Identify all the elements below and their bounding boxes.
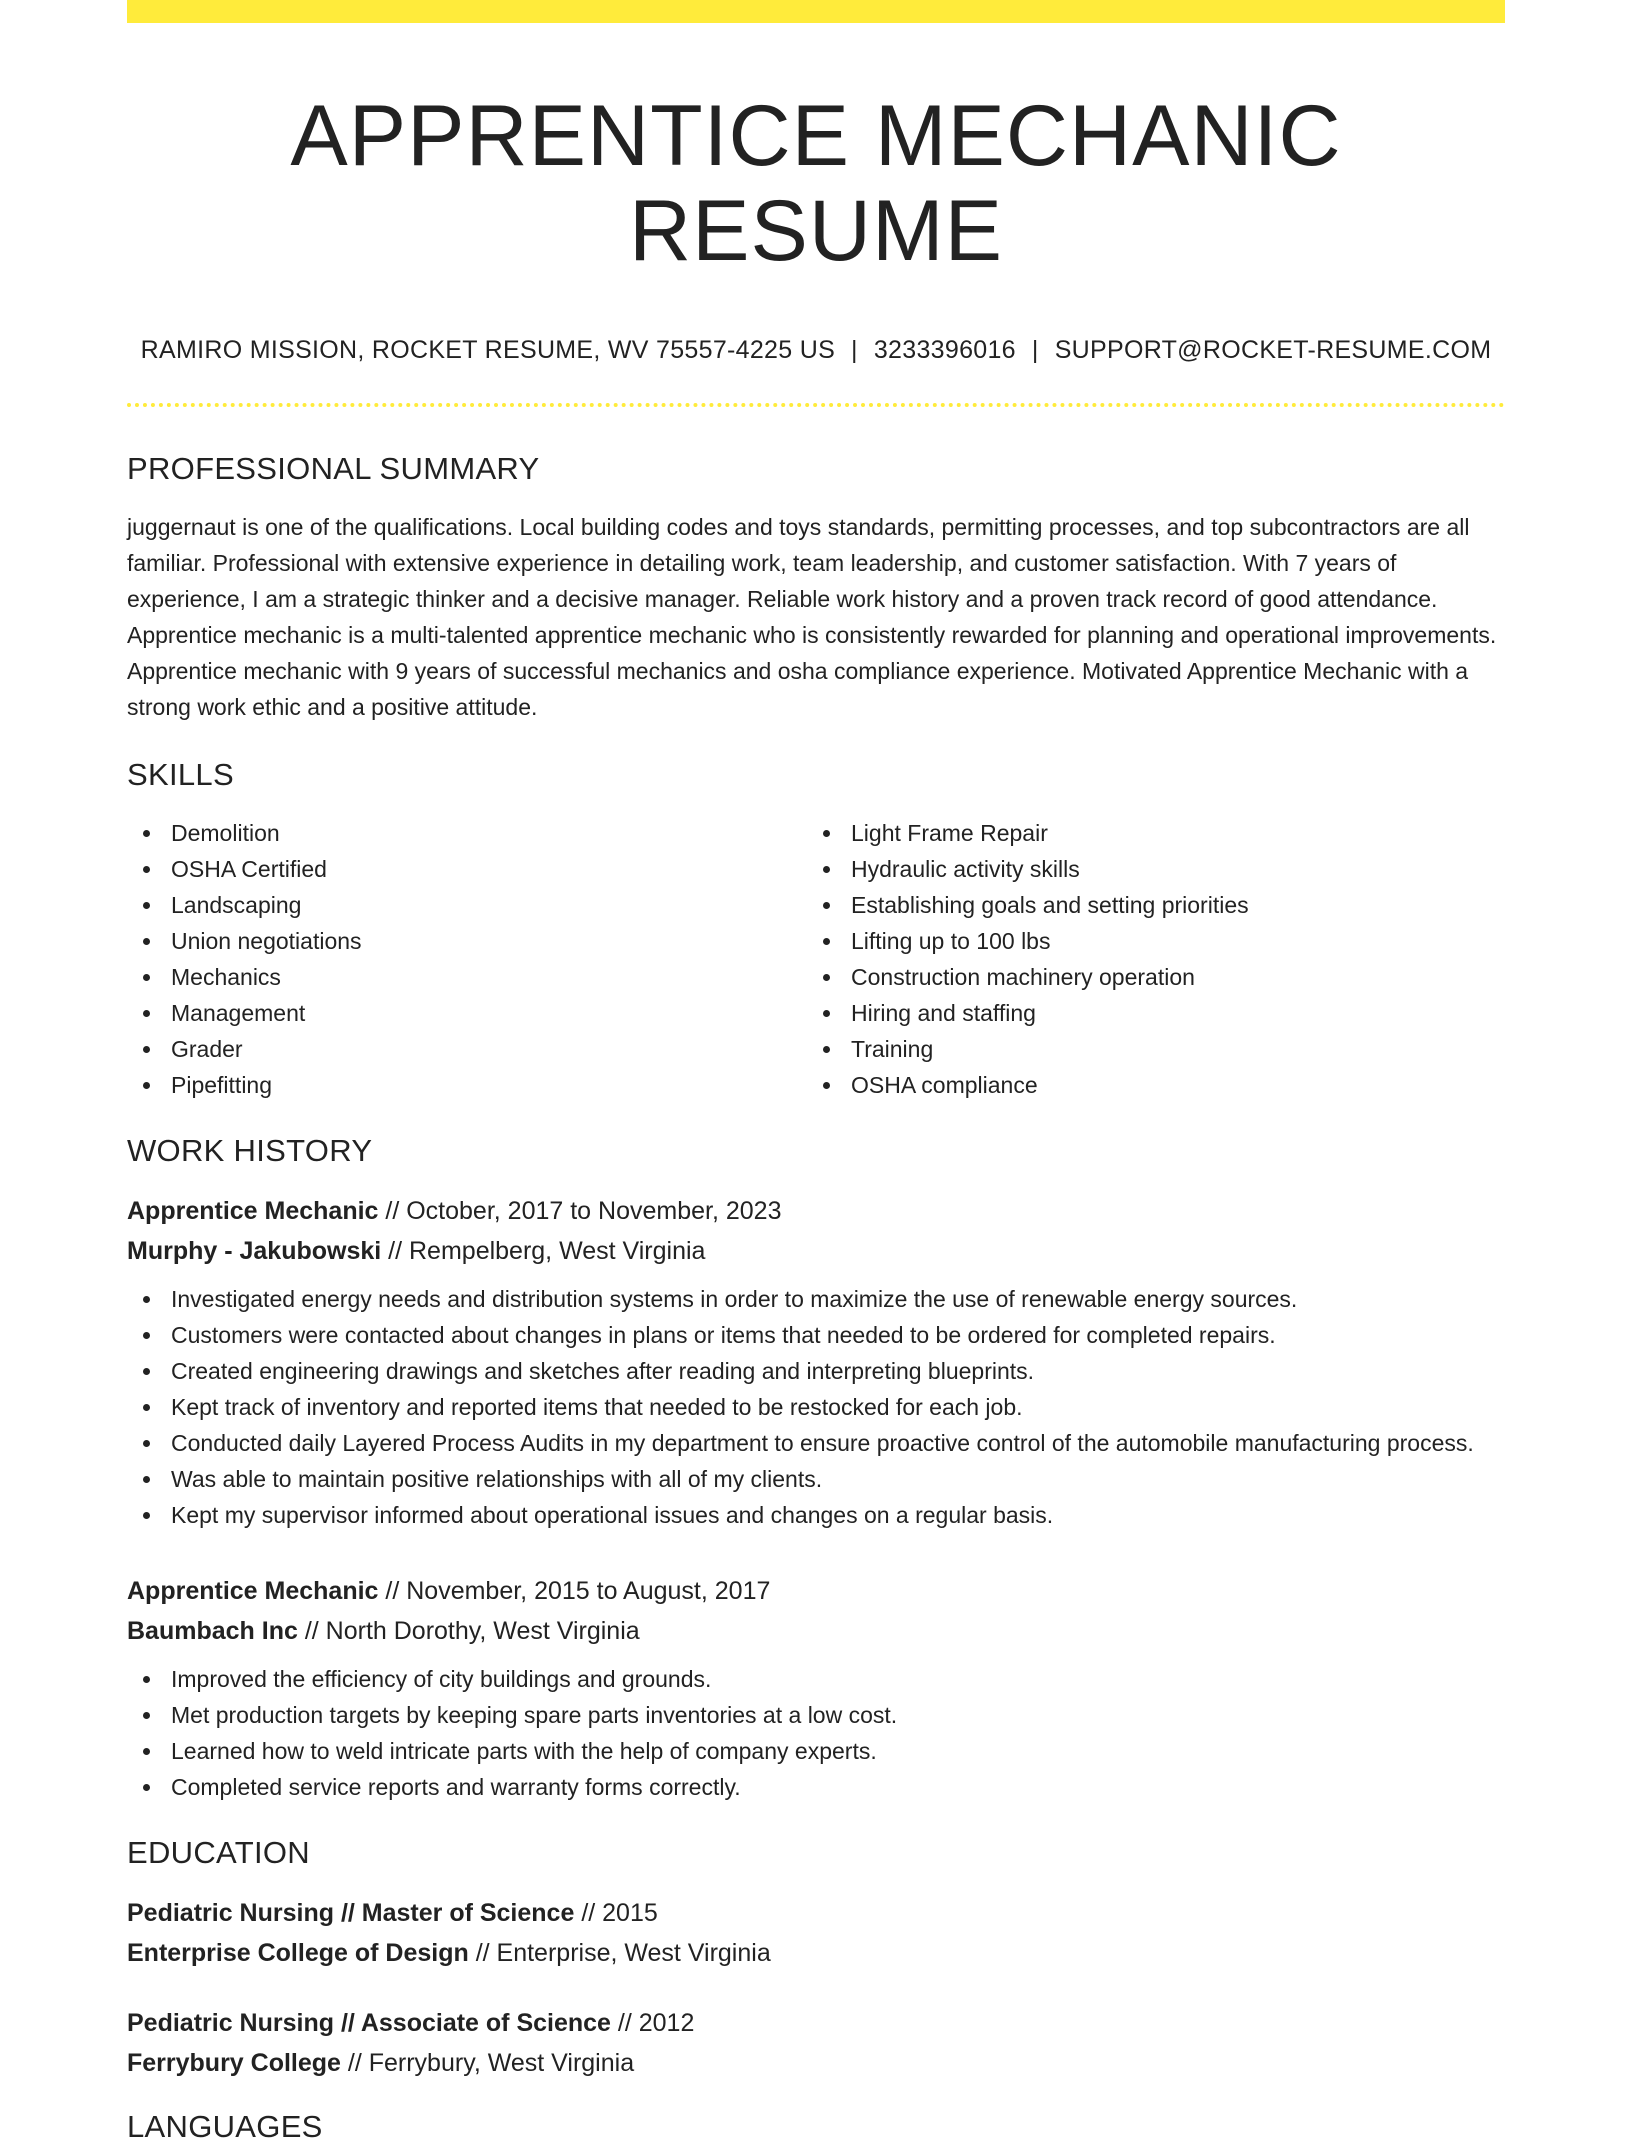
contact-email: SUPPORT@ROCKET-RESUME.COM xyxy=(1054,336,1492,365)
job-duty: Conducted daily Layered Process Audits in my department to ensure proactive control of the automobile manufacturing process. xyxy=(127,1425,1505,1461)
skill-item: Establishing goals and setting priorities xyxy=(807,887,1487,923)
job-duty: Learned how to weld intricate parts with the help of company experts. xyxy=(127,1733,1505,1769)
school: Ferrybury College xyxy=(127,2049,341,2078)
job-duty: Kept my supervisor informed about operational issues and changes on a regular basis. xyxy=(127,1497,1505,1533)
summary-heading: PROFESSIONAL SUMMARY xyxy=(127,451,540,487)
school-line xyxy=(127,2043,1505,2083)
skills-heading: SKILLS xyxy=(127,757,234,793)
job-company-line xyxy=(127,1231,1505,1271)
skill-item: Demolition xyxy=(127,815,807,851)
skill-item: Union negotiations xyxy=(127,923,807,959)
accent-bar xyxy=(127,0,1505,23)
job-duties xyxy=(127,1661,1505,1805)
job-duty: Customers were contacted about changes in plans or items that needed to be ordered for completed repairs. xyxy=(127,1317,1505,1353)
job-duty: Created engineering drawings and sketches after reading and interpreting blueprints. xyxy=(127,1353,1505,1389)
skill-item: Grader xyxy=(127,1031,807,1067)
skill-item: Light Frame Repair xyxy=(807,815,1487,851)
job-duty: Was able to maintain positive relationships with all of my clients. xyxy=(127,1461,1505,1497)
skills-list xyxy=(127,815,1505,1103)
skill-item: Training xyxy=(807,1031,1487,1067)
languages-heading: LANGUAGES xyxy=(127,2109,323,2145)
education-entry xyxy=(127,1893,1505,1973)
degree-year: // 2012 xyxy=(610,2009,695,2038)
job-dates: // October, 2017 to November, 2023 xyxy=(378,1197,782,1226)
resume-page xyxy=(127,0,1505,2145)
job-duty: Completed service reports and warranty forms correctly. xyxy=(127,1769,1505,1805)
job-duty: Met production targets by keeping spare parts inventories at a low cost. xyxy=(127,1697,1505,1733)
skills-column-left xyxy=(127,815,807,1103)
skill-item: Management xyxy=(127,995,807,1031)
job-duty: Investigated energy needs and distribution systems in order to maximize the use of renewable energy sources. xyxy=(127,1281,1505,1317)
contact-address: RAMIRO MISSION, ROCKET RESUME, WV 75557-4225 US xyxy=(140,336,836,365)
skill-item: OSHA compliance xyxy=(807,1067,1487,1103)
skill-item: Mechanics xyxy=(127,959,807,995)
contact-separator: | xyxy=(851,336,858,365)
job-title-line xyxy=(127,1191,1505,1231)
job-title: Apprentice Mechanic xyxy=(127,1197,379,1226)
skill-item: Landscaping xyxy=(127,887,807,923)
job-duty: Improved the efficiency of city buildings and grounds. xyxy=(127,1661,1505,1697)
job-location: // Rempelberg, West Virginia xyxy=(381,1237,706,1266)
job-company: Murphy - Jakubowski xyxy=(127,1237,382,1266)
job-title-line xyxy=(127,1571,1505,1611)
education-heading: EDUCATION xyxy=(127,1835,310,1871)
school-location: // Ferrybury, West Virginia xyxy=(340,2049,635,2078)
job-duties xyxy=(127,1281,1505,1533)
work-history-heading: WORK HISTORY xyxy=(127,1133,373,1169)
school-location: // Enterprise, West Virginia xyxy=(468,1939,771,1968)
degree-line xyxy=(127,2003,1505,2043)
job-dates: // November, 2015 to August, 2017 xyxy=(378,1577,771,1606)
job-entry xyxy=(127,1191,1505,1533)
resume-title: APPRENTICE MECHANIC RESUME xyxy=(290,88,1342,279)
school: Enterprise College of Design xyxy=(127,1939,469,1968)
degree: Pediatric Nursing // Associate of Science xyxy=(127,2009,611,2038)
job-company-line xyxy=(127,1611,1505,1651)
degree-line xyxy=(127,1893,1505,1933)
contact-line xyxy=(127,336,1505,365)
skill-item: Hiring and staffing xyxy=(807,995,1487,1031)
skill-item: Hydraulic activity skills xyxy=(807,851,1487,887)
skill-item: Construction machinery operation xyxy=(807,959,1487,995)
skill-item: Lifting up to 100 lbs xyxy=(807,923,1487,959)
job-entry xyxy=(127,1571,1505,1805)
school-line xyxy=(127,1933,1505,1973)
skill-item: OSHA Certified xyxy=(127,851,807,887)
summary-text: juggernaut is one of the qualifications. Local building codes and toys standards, permitting processes, and top subcontractors are all familiar. Professional with extensive experience in detailing work, team leadership, and customer satisfaction. With 7 years of experience, I am a strategic thinker and a decisive manager. Reliable work history and a proven track record of good attendance. Apprentice mechanic is a multi-talented apprentice mechanic who is consistently rewarded for planning and operational improvements. Apprentice mechanic with 9 years of successful mechanics and osha compliance experience. Motivated Apprentice Mechanic with a strong work ethic and a positive attitude. xyxy=(127,514,1497,721)
skill-item: Pipefitting xyxy=(127,1067,807,1103)
skills-column-right xyxy=(807,815,1487,1103)
job-title: Apprentice Mechanic xyxy=(127,1577,379,1606)
dotted-divider xyxy=(127,403,1505,407)
degree: Pediatric Nursing // Master of Science xyxy=(127,1899,575,1928)
contact-separator: | xyxy=(1031,336,1039,365)
degree-year: // 2015 xyxy=(574,1899,658,1928)
job-location: // North Dorothy, West Virginia xyxy=(297,1617,640,1646)
job-company: Baumbach Inc xyxy=(127,1617,298,1646)
education-entry xyxy=(127,2003,1505,2083)
job-duty: Kept track of inventory and reported items that needed to be restocked for each job. xyxy=(127,1389,1505,1425)
contact-phone: 3233396016 xyxy=(873,336,1016,365)
